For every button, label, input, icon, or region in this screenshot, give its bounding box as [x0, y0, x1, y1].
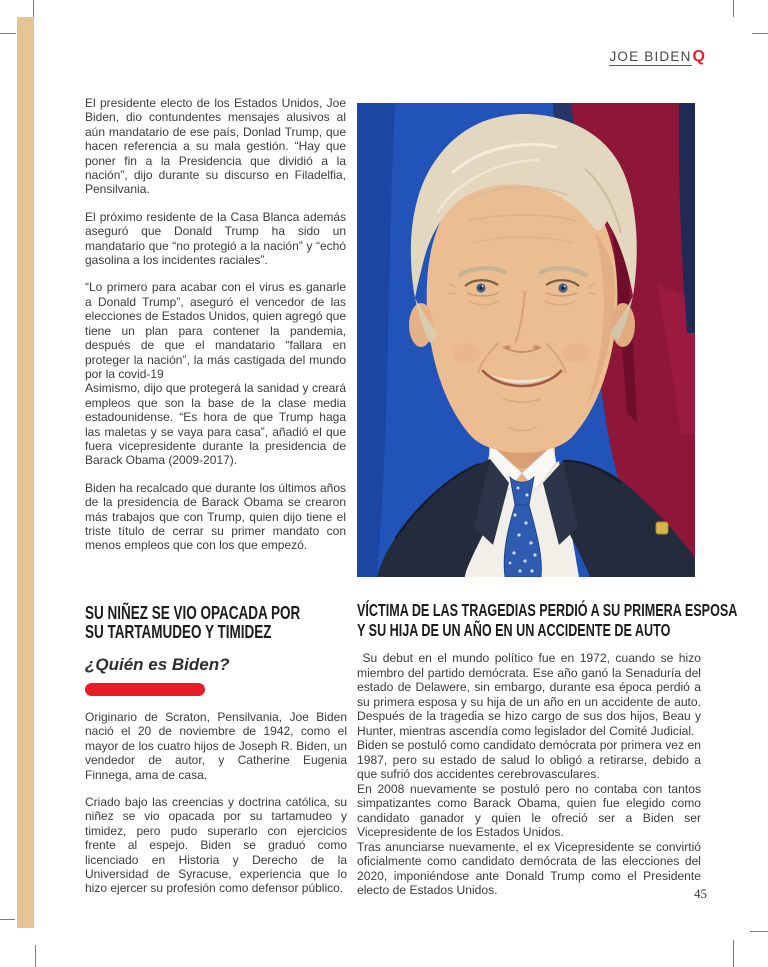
tragedy-paragraph: Biden se postuló como candidato demócrata por primera vez en 1987, pero su estado de salud lo obligó a retirarse, debido a que sufrió dos accidentes cerebrovasculares. [357, 738, 701, 781]
intro-paragraph: El próximo residente de la Casa Blanca además aseguró que Donald Trump ha sido un mandatario que “no protegió a la nación” y “echó gasolina a los incidentes raciales”. [85, 209, 346, 268]
intro-paragraph: “Lo primero para acabar con el virus es ganarle a Donald Trump”, aseguró el vencedor de las elecciones de Estados Unidos, quien agregó que tiene un plan para contener la pandemia, después de que el mandatario “fallara en proteger la nación”, la más castigada del mundo por la covid-19 [85, 280, 346, 381]
tragedy-paragraph: En 2008 nuevamente se postuló pero no contaba con tantos simpatizantes como Barack Obama, quien fue elegido como candidato ganador y quien le ofreció ser a Biden ser Vicepresidente de los Estados Unidos. [357, 781, 701, 839]
intro-paragraph: Asimismo, dijo que protegerá la sanidad y creará empleos que son la base de la clase media estadounidense. “Es hora de que Trump haga las maletas y se vaya para casa”, añadió el que fuera vicepresidente durante la presidencia de Barack Obama (2009-2017). [85, 381, 346, 468]
bio-subtitle: ¿Quién es Biden? [85, 655, 230, 674]
crop-mark [733, 0, 734, 17]
bio-kicker [85, 604, 347, 642]
tragedy-kicker-line: Y SU HIJA DE UN AÑO EN UN ACCIDENTE DE AUTO [357, 619, 671, 640]
page-number: 45 [694, 886, 707, 901]
tragedy-paragraph: Su debut en el mundo político fue en 1972, cuando se hizo miembro del partido demócrata. Ese año ganó la Senaduría del estado de Delawere, sin embargo, durante esa época perdió a su primera esposa y su hija de un año en un accidente de auto. Después de la tragedia se hizo cargo de sus dos hijos, Beau y Hunter, mientras ascendía como legislador del Comité Judicial. [357, 651, 701, 738]
joe-biden-portrait-photo [357, 103, 695, 577]
crop-mark [35, 945, 36, 967]
section-title: JOE BIDEN [609, 49, 692, 64]
magazine-logo-q: Q [692, 48, 705, 65]
left-margin-strip [17, 17, 34, 928]
bio-kicker-line: SU NIÑEZ SE VIO OPACADA POR [85, 603, 301, 623]
tragedy-kicker-line: VÍCTIMA DE LAS TRAGEDIAS PERDIÓ A SU PRIMERA ESPOSA [357, 600, 738, 620]
crop-mark [0, 919, 15, 920]
bio-paragraph: Originario de Scraton, Pensilvania, Joe Biden nació el 20 de noviembre de 1942, como el mayor de los cuatro hijos de Joseph R. Biden, un vendedor de autor, y Catherine Eugenia Finnega, ama de casa. [85, 710, 347, 782]
crop-mark [0, 33, 16, 34]
section-header [609, 48, 705, 66]
bio-paragraph: Criado bajo las creencias y doctrina católica, su niñez se vio opacada por su tartamudeo y timidez, pero pudo superarlo con ejercicios frente al espejo. Biden se graduó como licenciado en Historia y Derecho de la Universidad de Syracuse, experiencia que lo hizo ejercer su profesión como defensor público. [85, 795, 347, 896]
crop-mark [750, 931, 768, 932]
red-highlight-bar [85, 683, 205, 696]
intro-column [85, 96, 346, 566]
tragedy-paragraph: Tras anunciarse nuevamente, el ex Vicepresidente se convirtió oficialmente como candidato demócrata de las elecciones del 2020, imponiéndose ante Donald Trump como el Presidente electo de Estados Unidos. [357, 839, 701, 897]
crop-mark [733, 940, 734, 967]
intro-paragraph: El presidente electo de los Estados Unidos, Joe Biden, dio contundentes mensajes alusivos al aún mandatario de ese país, Donlad Trump, que hacen referencia a su mala gestión. “Hay que poner fin a la Presidencia que dividió a la nación”, dijo durante su discurso en Filadelfia, Pensilvania. [85, 96, 346, 197]
tragedy-kicker [357, 600, 738, 640]
bio-kicker-line: SU TARTAMUDEO Y TIMIDEZ [85, 622, 272, 642]
crop-mark [33, 0, 34, 17]
crop-mark [752, 33, 768, 34]
intro-paragraph: Biden ha recalcado que durante los últimos años de la presidencia de Barack Obama se crearon más trabajos que con Trump, quien dijo tiene el triste título de cerrar su primer mandato con menos empleos que con los que empezó. [85, 480, 346, 553]
bio-section [85, 604, 347, 909]
